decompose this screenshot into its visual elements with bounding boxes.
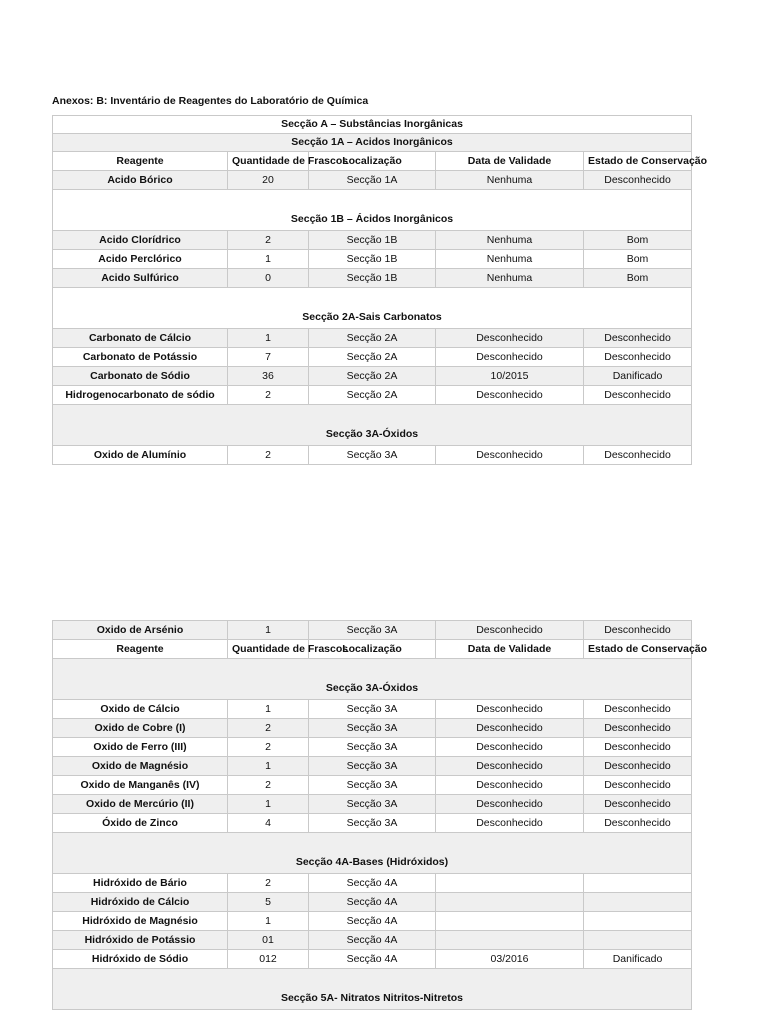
table-row [53,776,692,795]
table-row [53,893,692,912]
section-row [53,405,692,446]
cell-location: Secção 3A [309,621,436,640]
cell-quantity: 1 [228,329,309,348]
cell-validity: Desconhecido [436,814,584,833]
cell-state: Danificado [584,950,692,969]
cell-location: Secção 2A [309,329,436,348]
cell-location: Secção 2A [309,386,436,405]
table-row [53,719,692,738]
table-row [53,814,692,833]
cell-validity [436,931,584,950]
cell-state: Desconhecido [584,329,692,348]
cell-reagent: Hidróxido de Potássio [53,931,228,950]
cell-state [584,874,692,893]
table-row [53,912,692,931]
cell-quantity: 36 [228,367,309,386]
cell-quantity: 0 [228,269,309,288]
table-row [53,367,692,386]
cell-validity [436,874,584,893]
section-row [53,659,692,700]
section-title: Secção 3A-Óxidos [53,659,692,700]
cell-state: Desconhecido [584,776,692,795]
cell-quantity: 2 [228,231,309,250]
cell-state: Desconhecido [584,719,692,738]
header-row [53,152,692,171]
cell-reagent: Acido Sulfúrico [53,269,228,288]
cell-quantity: 2 [228,874,309,893]
cell-validity: 10/2015 [436,367,584,386]
cell-state: Danificado [584,367,692,386]
cell-state [584,893,692,912]
header-validity: Data de Validade [436,152,584,171]
cell-state: Bom [584,250,692,269]
document-caption: Anexos: B: Inventário de Reagentes do Laboratório de Química [52,95,369,107]
cell-location: Secção 3A [309,814,436,833]
header-reagent: Reagente [53,152,228,171]
table-row [53,931,692,950]
header-location: Localização [309,640,436,659]
cell-quantity: 2 [228,446,309,465]
cell-state [584,912,692,931]
cell-reagent: Hidrogenocarbonato de sódio [53,386,228,405]
cell-quantity: 4 [228,814,309,833]
table-row [53,250,692,269]
cell-state: Desconhecido [584,348,692,367]
table-row [53,950,692,969]
table-row [53,329,692,348]
cell-reagent: Oxido de Cobre (I) [53,719,228,738]
cell-state: Bom [584,231,692,250]
cell-validity: Desconhecido [436,700,584,719]
header-quantity: Quantidade de Frascos [228,152,309,171]
cell-reagent: Óxido de Zinco [53,814,228,833]
cell-validity: Desconhecido [436,738,584,757]
cell-location: Secção 3A [309,738,436,757]
cell-quantity: 01 [228,931,309,950]
section-row [53,190,692,231]
cell-quantity: 2 [228,776,309,795]
section-title: Secção 3A-Óxidos [53,405,692,446]
cell-reagent: Acido Clorídrico [53,231,228,250]
cell-location: Secção 1B [309,231,436,250]
cell-reagent: Hidróxido de Cálcio [53,893,228,912]
header-row [53,640,692,659]
cell-location: Secção 2A [309,367,436,386]
cell-quantity: 2 [228,719,309,738]
header-quantity: Quantidade de Frascos [228,640,309,659]
table-row [53,874,692,893]
cell-validity: Desconhecido [436,329,584,348]
header-reagent: Reagente [53,640,228,659]
cell-validity: 03/2016 [436,950,584,969]
section-row [53,969,692,1010]
cell-location: Secção 4A [309,931,436,950]
inventory-table-1 [52,115,708,465]
cell-reagent: Oxido de Manganês (IV) [53,776,228,795]
table-row [53,269,692,288]
cell-validity: Desconhecido [436,621,584,640]
header-validity: Data de Validade [436,640,584,659]
table-row [53,171,692,190]
cell-quantity: 5 [228,893,309,912]
cell-quantity: 2 [228,738,309,757]
cell-location: Secção 4A [309,893,436,912]
cell-state: Desconhecido [584,446,692,465]
inventory-table-2 [52,620,708,1010]
header-state: Estado de Conservação [584,640,692,659]
cell-reagent: Oxido de Mercúrio (II) [53,795,228,814]
cell-validity: Desconhecido [436,795,584,814]
cell-reagent: Hidróxido de Sódio [53,950,228,969]
cell-quantity: 1 [228,700,309,719]
cell-location: Secção 3A [309,795,436,814]
cell-validity: Nenhuma [436,171,584,190]
cell-reagent: Carbonato de Sódio [53,367,228,386]
table-row [53,795,692,814]
cell-validity: Nenhuma [436,269,584,288]
cell-validity: Desconhecido [436,348,584,367]
cell-location: Secção 1B [309,269,436,288]
cell-reagent: Hidróxido de Magnésio [53,912,228,931]
table-title: Secção A – Substâncias Inorgânicas [53,116,692,134]
cell-quantity: 20 [228,171,309,190]
cell-location: Secção 4A [309,874,436,893]
section-row [53,288,692,329]
header-state: Estado de Conservação [584,152,692,171]
cell-quantity: 1 [228,757,309,776]
cell-reagent: Acido Bórico [53,171,228,190]
section-title: Secção 5A- Nitratos Nitritos-Nitretos [53,969,692,1010]
cell-validity [436,912,584,931]
cell-validity: Nenhuma [436,231,584,250]
section-title: Secção 1A – Acidos Inorgânicos [53,134,692,152]
cell-reagent: Acido Perclórico [53,250,228,269]
cell-reagent: Carbonato de Potássio [53,348,228,367]
table-row [53,446,692,465]
cell-reagent: Hidróxido de Bário [53,874,228,893]
cell-state: Desconhecido [584,795,692,814]
cell-quantity: 1 [228,250,309,269]
cell-location: Secção 1B [309,250,436,269]
cell-reagent: Oxido de Magnésio [53,757,228,776]
cell-validity: Desconhecido [436,719,584,738]
section-title: Secção 4A-Bases (Hidróxidos) [53,833,692,874]
cell-quantity: 7 [228,348,309,367]
cell-state: Desconhecido [584,700,692,719]
cell-state: Desconhecido [584,171,692,190]
cell-quantity: 2 [228,386,309,405]
cell-quantity: 1 [228,621,309,640]
cell-state: Desconhecido [584,621,692,640]
cell-location: Secção 4A [309,912,436,931]
table-title-row [53,116,692,134]
header-location: Localização [309,152,436,171]
cell-validity: Desconhecido [436,757,584,776]
cell-location: Secção 4A [309,950,436,969]
section-row [53,134,692,152]
cell-validity: Nenhuma [436,250,584,269]
cell-location: Secção 3A [309,700,436,719]
cell-quantity: 012 [228,950,309,969]
table-row [53,738,692,757]
section-row [53,833,692,874]
table-row [53,700,692,719]
table-row [53,231,692,250]
cell-quantity: 1 [228,912,309,931]
cell-reagent: Carbonato de Cálcio [53,329,228,348]
table-row [53,621,692,640]
cell-location: Secção 1A [309,171,436,190]
cell-state: Desconhecido [584,814,692,833]
section-title: Secção 2A-Sais Carbonatos [53,288,692,329]
cell-state: Bom [584,269,692,288]
cell-location: Secção 3A [309,776,436,795]
cell-reagent: Oxido de Arsénio [53,621,228,640]
cell-reagent: Oxido de Ferro (III) [53,738,228,757]
table-row [53,386,692,405]
cell-state: Desconhecido [584,738,692,757]
section-title: Secção 1B – Ácidos Inorgânicos [53,190,692,231]
cell-state [584,931,692,950]
cell-location: Secção 2A [309,348,436,367]
cell-validity: Desconhecido [436,446,584,465]
cell-reagent: Oxido de Cálcio [53,700,228,719]
cell-location: Secção 3A [309,719,436,738]
cell-quantity: 1 [228,795,309,814]
table-row [53,348,692,367]
cell-location: Secção 3A [309,757,436,776]
table-row [53,757,692,776]
cell-validity: Desconhecido [436,386,584,405]
cell-location: Secção 3A [309,446,436,465]
cell-reagent: Oxido de Alumínio [53,446,228,465]
cell-validity: Desconhecido [436,776,584,795]
cell-state: Desconhecido [584,757,692,776]
cell-state: Desconhecido [584,386,692,405]
cell-validity [436,893,584,912]
